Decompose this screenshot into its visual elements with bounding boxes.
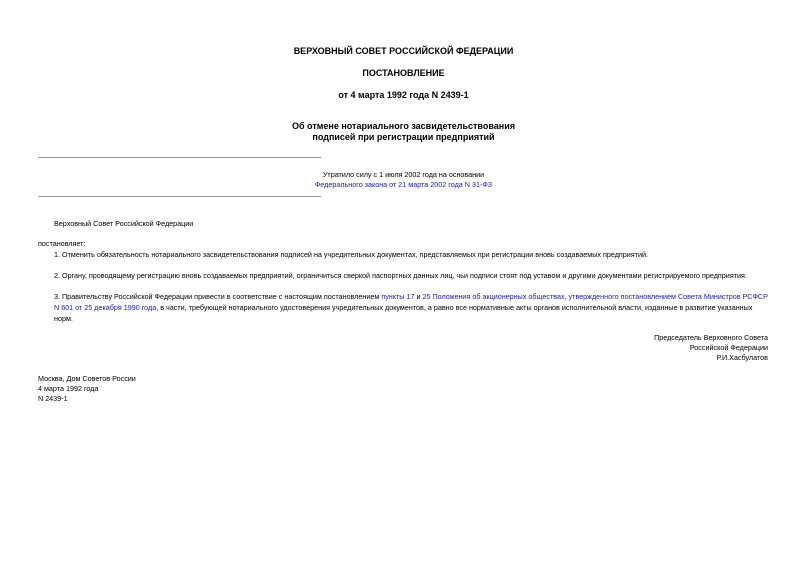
regulation-link[interactable]: 25 Положения об акционерных обществах, утвержденного постановлением Совета Министров РСФСР N 601 от 25 декабря 1990 года — [54, 292, 768, 312]
decree-item-3 — [38, 291, 768, 324]
signatory-name: Р.И.Хасбулатов — [716, 353, 768, 362]
footer-place: Москва, Дом Советов России — [38, 374, 136, 383]
status-note: Утратило силу с 1 июля 2002 года на основании — [322, 170, 485, 179]
divider-bottom — [38, 196, 321, 197]
issuing-body: ВЕРХОВНЫЙ СОВЕТ РОССИЙСКОЙ ФЕДЕРАЦИИ — [293, 46, 514, 56]
footer-date: 4 марта 1992 года — [38, 384, 99, 393]
decree-item-3-suffix: , в части, требующей нотариального удостоверения учредительных документов, а равно все нормативные акты органов исполнительной власти, изданные в развитие указанных норм. — [54, 303, 753, 323]
decree-item-3-and: и — [414, 292, 423, 301]
decree-item-1: 1. Отменить обязательность нотариального засвидетельствования подписей на учредительных документах, представляемых при регистрации вновь создаваемых предприятий. — [54, 250, 649, 259]
document-title-line2: подписей при регистрации предприятий — [312, 132, 495, 142]
document-type: ПОСТАНОВЛЕНИЕ — [362, 68, 445, 78]
signatory-position-2: Российской Федерации — [689, 343, 768, 352]
divider-top — [38, 157, 321, 158]
article-17-link[interactable]: пункты 17 — [381, 292, 415, 301]
document-date-number: от 4 марта 1992 года N 2439-1 — [338, 90, 469, 100]
footer-number: N 2439-1 — [38, 394, 68, 403]
decree-item-2: 2. Органу, проводящему регистрацию вновь создаваемых предприятий, ограничиться сверкой паспортных данных лиц, чьи подписи стоят под уставом и другими документами регистрируемого предприятия. — [54, 271, 747, 280]
repeal-law-link[interactable]: Федерального закона от 21 марта 2002 года N 31-ФЗ — [314, 180, 493, 189]
decree-item-3-prefix: 3. Правительству Российской Федерации привести в соответствие с настоящим постановлением — [54, 292, 382, 301]
intro-text: Верховный Совет Российской Федерации — [54, 219, 194, 228]
document-title-line1: Об отмене нотариального засвидетельствования — [292, 121, 515, 131]
decrees-text: постановляет: — [38, 239, 86, 248]
signatory-position-1: Председатель Верховного Совета — [654, 333, 768, 342]
